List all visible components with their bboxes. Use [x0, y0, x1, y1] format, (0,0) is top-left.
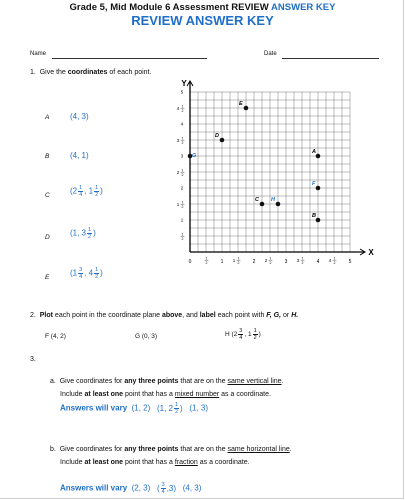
- y-axis-label: Y: [181, 80, 187, 88]
- h-mid: , 1: [244, 331, 252, 339]
- q2-point-h: [225, 328, 261, 341]
- y-tick-half-num: 1: [181, 136, 184, 141]
- point-label-h: H: [271, 197, 275, 203]
- x-tick-half-whole: 4: [328, 258, 332, 263]
- point-b-answer: (4, 1): [70, 151, 89, 160]
- point-b-label: B: [45, 153, 50, 160]
- q1-text-end: of each point.: [109, 69, 152, 76]
- point-label-f: F: [312, 181, 316, 187]
- point-c-label: C: [45, 192, 50, 199]
- date-field[interactable]: [282, 58, 379, 59]
- q3a-line2: [60, 391, 271, 398]
- c-suffix: ): [100, 186, 103, 196]
- y-tick-half-den: 2: [181, 140, 184, 145]
- name-label: Name: [30, 51, 47, 57]
- q3b-text-4: point that has a: [125, 459, 173, 466]
- x-tick-half-num: 1: [269, 256, 272, 261]
- page-title: [0, 2, 405, 13]
- point-e: [244, 106, 249, 111]
- q3b-ans2-den: 4: [161, 489, 165, 495]
- q3a-answer-label: Answers will vary: [60, 403, 128, 413]
- q1-bold: coordinates: [67, 69, 108, 76]
- y-tick-half-whole: 4: [176, 106, 180, 111]
- h-suffix: ): [258, 331, 261, 339]
- q3a-bold-1: any three points: [124, 378, 179, 385]
- point-a-label: A: [45, 114, 50, 121]
- x-tick-half-den: 2: [237, 260, 240, 265]
- x-tick-half-num: 1: [301, 256, 304, 261]
- q2-point-g: G (0, 3): [135, 333, 158, 340]
- q2-name-h: H.: [291, 312, 299, 319]
- point-c-answer: [70, 185, 103, 198]
- point-label-c: C: [255, 197, 259, 203]
- point-label-g: G: [192, 153, 197, 159]
- x-tick-half-den: 2: [269, 260, 272, 265]
- x-tick-label: 1: [220, 259, 224, 265]
- q3a-answer-2: [157, 404, 183, 413]
- point-a: [316, 154, 321, 159]
- d-prefix: (1, 3: [70, 228, 87, 238]
- d-fraction: [87, 227, 92, 240]
- q2-point-f: F (4, 2): [45, 333, 66, 340]
- q3a-end-1: .: [281, 378, 284, 385]
- q1-prompt: [30, 69, 151, 76]
- d-f-num: 1: [88, 227, 92, 233]
- q3b-answer-2: [157, 484, 176, 493]
- x-tick-half-whole: 2: [264, 258, 268, 263]
- q3b-text-3: Include: [60, 459, 83, 466]
- q3b-text-1: Give coordinates for: [59, 446, 123, 453]
- x-tick-half-den: 2: [205, 260, 208, 265]
- q3b-bold-1: any three points: [124, 446, 179, 453]
- e-fraction-2: [94, 267, 99, 280]
- name-field[interactable]: [52, 58, 207, 59]
- e-f1-num: 3: [79, 267, 83, 273]
- h-f1-num: 3: [239, 328, 243, 334]
- q3b-line1: [50, 446, 292, 453]
- c-mid: , 1: [84, 186, 94, 196]
- q3a-ans2-fraction: [174, 402, 179, 415]
- title-text: Grade 5, Mid Module 6 Assessment REVIEW: [69, 2, 269, 13]
- c-f1-den: 4: [79, 192, 83, 198]
- point-e-answer: [70, 267, 103, 280]
- q1-text: Give the: [39, 69, 66, 76]
- q3b-ans2-num: 3: [161, 482, 165, 488]
- y-tick-half-den: 2: [181, 108, 184, 113]
- q3a-line1: [50, 378, 284, 385]
- q3b-ans2-suffix: ,3): [166, 483, 177, 493]
- y-tick-label: 5: [180, 89, 184, 95]
- q3a-text-4: point that has a: [125, 391, 173, 398]
- d-suffix: ): [93, 228, 96, 238]
- q3a-text-3: Include: [60, 391, 83, 398]
- y-tick-half-whole: 3: [176, 138, 180, 143]
- q2-text-3: each point with: [217, 312, 265, 319]
- point-c: [260, 202, 265, 207]
- point-d-answer: [70, 227, 96, 240]
- q3a-ans2-den: 2: [174, 409, 179, 415]
- e-f2-den: 2: [95, 274, 99, 280]
- y-tick-half-num: 1: [181, 200, 184, 205]
- y-tick-half-num: 1: [181, 104, 184, 109]
- q3a-answer-3: (1, 3): [189, 403, 209, 413]
- coordinate-plane: [170, 80, 380, 280]
- q3b-line2: [60, 459, 250, 466]
- point-e-label: E: [45, 274, 50, 281]
- d-f-den: 2: [88, 234, 92, 240]
- q2-number: 2.: [30, 312, 36, 319]
- point-h: [276, 202, 281, 207]
- y-tick-label: 1: [180, 217, 184, 223]
- y-tick-half-num: 1: [181, 168, 184, 173]
- c-fraction-2: [94, 185, 99, 198]
- q3a-answer-1: (1, 2): [131, 403, 151, 413]
- y-tick-half-den: 2: [181, 204, 184, 209]
- y-tick-half-whole: 1: [176, 202, 180, 207]
- q3-number: 3.: [30, 356, 36, 363]
- x-tick-label: 2: [252, 259, 256, 265]
- q3b-underline-2: fraction: [174, 459, 198, 466]
- c-f2-den: 2: [95, 192, 99, 198]
- title-answer-key: ANSWER KEY: [271, 2, 336, 13]
- x-tick-half-den: 2: [301, 260, 304, 265]
- x-tick-label: 3: [284, 259, 288, 265]
- x-tick-half-num: 1: [333, 256, 336, 261]
- grid-lines: [190, 92, 350, 252]
- q3a-underline-2: mixed number: [174, 391, 220, 398]
- e-f1-den: 4: [79, 274, 83, 280]
- q3b-answer-3: (4, 3): [182, 483, 202, 493]
- e-f2-num: 1: [95, 267, 99, 273]
- h-f2-den: 2: [253, 335, 257, 341]
- point-label-b: B: [312, 213, 316, 219]
- point-f: [316, 186, 321, 191]
- h-prefix: H (2: [225, 331, 238, 339]
- x-tick-label: 4: [316, 259, 320, 265]
- q3a-bold-2: at least one: [84, 391, 124, 398]
- q3b-answer-label: Answers will vary: [60, 483, 128, 493]
- q3b-text-2: that are on the: [180, 446, 226, 453]
- q2-bold-plot: Plot: [39, 312, 53, 319]
- q2-names: F, G,: [266, 312, 282, 319]
- point-label-a: A: [312, 149, 316, 155]
- q3a-ans2-num: 1: [174, 402, 179, 408]
- h-f2-num: 1: [253, 328, 257, 334]
- point-label-d: D: [215, 133, 219, 139]
- h-fraction-2: [253, 328, 258, 341]
- h-fraction-1: [238, 328, 243, 341]
- q3b-end-1: .: [289, 446, 292, 453]
- q3a-answers: [60, 402, 208, 415]
- q3b-bold-2: at least one: [84, 459, 124, 466]
- q3b-answers: [60, 482, 201, 495]
- q3b-ans2-fraction: [161, 482, 166, 495]
- q3a-ans2-prefix: (1, 2: [156, 403, 173, 413]
- q3b-end-2: as a coordinate.: [199, 459, 250, 466]
- q3b-ans2-prefix: (: [156, 483, 160, 493]
- q3a-letter: a.: [50, 378, 56, 385]
- x-tick-half-whole: 1: [232, 258, 236, 263]
- y-tick-label: 2: [180, 185, 184, 191]
- point-a-answer: (4, 3): [70, 112, 89, 121]
- q3b-letter: b.: [50, 446, 56, 453]
- c-f1-num: 1: [79, 185, 83, 191]
- c-f2-num: 1: [95, 185, 99, 191]
- q3b-underline-1: same horizontal line: [227, 446, 290, 453]
- e-suffix: ): [100, 268, 103, 278]
- x-axis-label: X: [368, 248, 374, 257]
- q1-number: 1.: [30, 69, 36, 76]
- x-tick-half-whole: 3: [296, 258, 300, 263]
- q3b-answer-1: (2, 3): [131, 483, 151, 493]
- point-d: [220, 138, 225, 143]
- x-tick-half-num: 1: [205, 256, 208, 261]
- y-tick-half-den: 2: [181, 172, 184, 177]
- point-b: [316, 218, 321, 223]
- axes: [187, 81, 365, 255]
- e-fraction-1: [78, 267, 83, 280]
- x-tick-half-num: 1: [237, 256, 240, 261]
- q2-text-2: , and: [182, 312, 198, 319]
- q3a-ans2-suffix: ): [180, 403, 183, 413]
- q2-prompt: [30, 312, 298, 319]
- q2-text-4: or: [283, 312, 290, 319]
- page-subtitle: REVIEW ANSWER KEY: [131, 13, 274, 28]
- y-tick-label: 4: [180, 121, 184, 127]
- point-label-e: E: [239, 101, 243, 107]
- e-prefix: (1: [70, 268, 78, 278]
- y-tick-half-den: 2: [181, 236, 184, 241]
- x-tick-label: 0: [188, 259, 192, 265]
- c-fraction-1: [78, 185, 83, 198]
- q2-text-1: each point in the coordinate plane: [54, 312, 161, 319]
- y-tick-half-num: 1: [181, 232, 184, 237]
- date-label: Date: [264, 51, 277, 57]
- y-tick-half-whole: 2: [176, 170, 180, 175]
- h-f1-den: 4: [239, 335, 243, 341]
- q3a-text-1: Give coordinates for: [59, 378, 123, 385]
- q3a-end-2: as a coordinate.: [221, 391, 271, 398]
- q2-bold-label: label: [199, 312, 216, 319]
- q3a-underline-1: same vertical line: [227, 378, 282, 385]
- q2-bold-above: above: [161, 312, 183, 319]
- c-prefix: (2: [70, 186, 78, 196]
- y-tick-label: 3: [180, 153, 184, 159]
- point-d-label: D: [45, 234, 50, 241]
- e-mid: , 4: [84, 268, 94, 278]
- x-tick-label: 5: [348, 259, 352, 265]
- q3a-text-2: that are on the: [180, 378, 226, 385]
- x-tick-half-den: 2: [333, 260, 336, 265]
